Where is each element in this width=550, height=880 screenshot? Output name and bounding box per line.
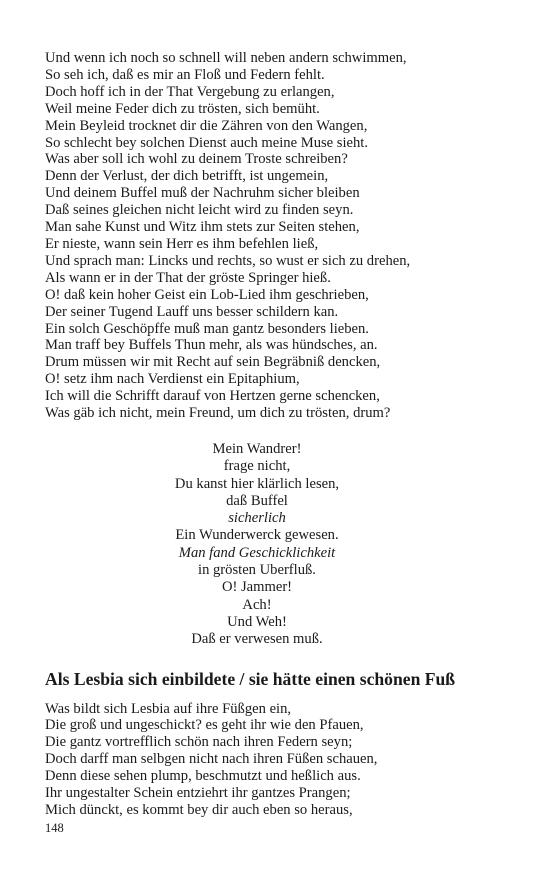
poem-line: O! setz ihm nach Verdienst ein Epitaphium, <box>45 371 300 388</box>
epitaph-line: Und Weh! <box>227 613 287 630</box>
poem-line: Doch darff man selbgen nicht nach ihren Füßen schauen, <box>45 751 378 768</box>
epitaph-line-italic: sicherlich <box>228 510 286 527</box>
epitaph-line: in grösten Uberfluß. <box>198 562 316 579</box>
epitaph-line: Ein Wunderwerck gewesen. <box>175 527 339 544</box>
poem-line: Man sahe Kunst und Witz ihm stets zur Seiten stehen, <box>45 219 360 236</box>
poem-line: Daß seines gleichen nicht leicht wird zu finden seyn. <box>45 202 354 219</box>
epitaph-line: Ach! <box>242 596 272 613</box>
poem-line: Die groß und ungeschickt? es geht ihr wie den Pfauen, <box>45 717 364 734</box>
epitaph-line: Mein Wandrer! <box>212 440 302 457</box>
epitaph-line: daß Buffel <box>226 492 288 509</box>
poem-line: Doch hoff ich in der That Vergebung zu erlangen, <box>45 83 335 100</box>
poem-line: So schlecht bey solchen Dienst auch meine Muse sieht. <box>45 134 369 151</box>
page-content <box>45 50 515 819</box>
poem-line: Man traff bey Buffels Thun mehr, als was hündsches, an. <box>45 337 378 354</box>
poem-line: Was aber soll ich wohl zu deinem Troste schreiben? <box>45 151 348 168</box>
poem-first <box>45 50 515 422</box>
poem-line: O! daß kein hoher Geist ein Lob-Lied ihm geschrieben, <box>45 286 369 303</box>
poem-line: Er nieste, wann sein Herr es ihm befehlen ließ, <box>45 235 319 252</box>
poem-line: Als wann er in der That der gröste Springer hieß. <box>45 269 331 286</box>
epitaph-line: Daß er verwesen muß. <box>191 631 323 648</box>
poem-line: Und deinem Buffel muß der Nachruhm sicher bleiben <box>45 185 360 202</box>
poem-line: Denn diese sehen plump, beschmutzt und heßlich aus. <box>45 768 361 785</box>
poem-line: Weil meine Feder dich zu trösten, sich bemüht. <box>45 100 320 117</box>
poem-line: Was bildt sich Lesbia auf ihre Füßgen ein, <box>45 700 292 717</box>
poem-line: Denn der Verlust, der dich betrifft, ist ungemein, <box>45 168 329 185</box>
page-number: 148 <box>45 821 64 835</box>
epitaph-line: O! Jammer! <box>221 579 293 596</box>
poem-line: Und sprach man: Lincks und rechts, so wust er sich zu drehen, <box>45 252 411 269</box>
poem-line: Der seiner Tugend Lauff uns besser schildern kan. <box>45 303 339 320</box>
poem-line: Mein Beyleid trocknet dir die Zähren von den Wangen, <box>45 117 368 134</box>
poem-line: Ihr ungestalter Schein entziehrt ihr gantzes Prangen; <box>45 785 351 802</box>
epitaph-line: Du kanst hier klärlich lesen, <box>174 475 340 492</box>
poem-line: Und wenn ich noch so schnell will neben andern schwimmen, <box>45 50 407 66</box>
poem-second <box>45 701 515 819</box>
poem-line: Mich dünckt, es kommt bey dir auch eben so heraus, <box>45 801 353 818</box>
epitaph-line-italic: Man fand Geschicklichkeit <box>178 544 336 561</box>
poem-line: Drum müssen wir mit Recht auf sein Begräbniß dencken, <box>45 354 381 371</box>
poem-line: Ich will die Schrifft darauf von Hertzen gerne schencken, <box>45 388 380 405</box>
section-heading: Als Lesbia sich einbildete / sie hätte einen schönen Fuß <box>45 668 456 689</box>
epitaph-line: frage nicht, <box>223 458 291 475</box>
poem-line: Was gäb ich nicht, mein Freund, um dich zu trösten, drum? <box>45 405 391 422</box>
poem-line: Die gantz vortrefflich schön nach ihren Federn seyn; <box>45 734 353 751</box>
epitaph-block <box>45 441 469 649</box>
poem-line: Ein solch Geschöpffe muß man gantz besonders lieben. <box>45 320 369 337</box>
poem-line: So seh ich, daß es mir an Floß und Federn fehlt. <box>45 66 325 83</box>
